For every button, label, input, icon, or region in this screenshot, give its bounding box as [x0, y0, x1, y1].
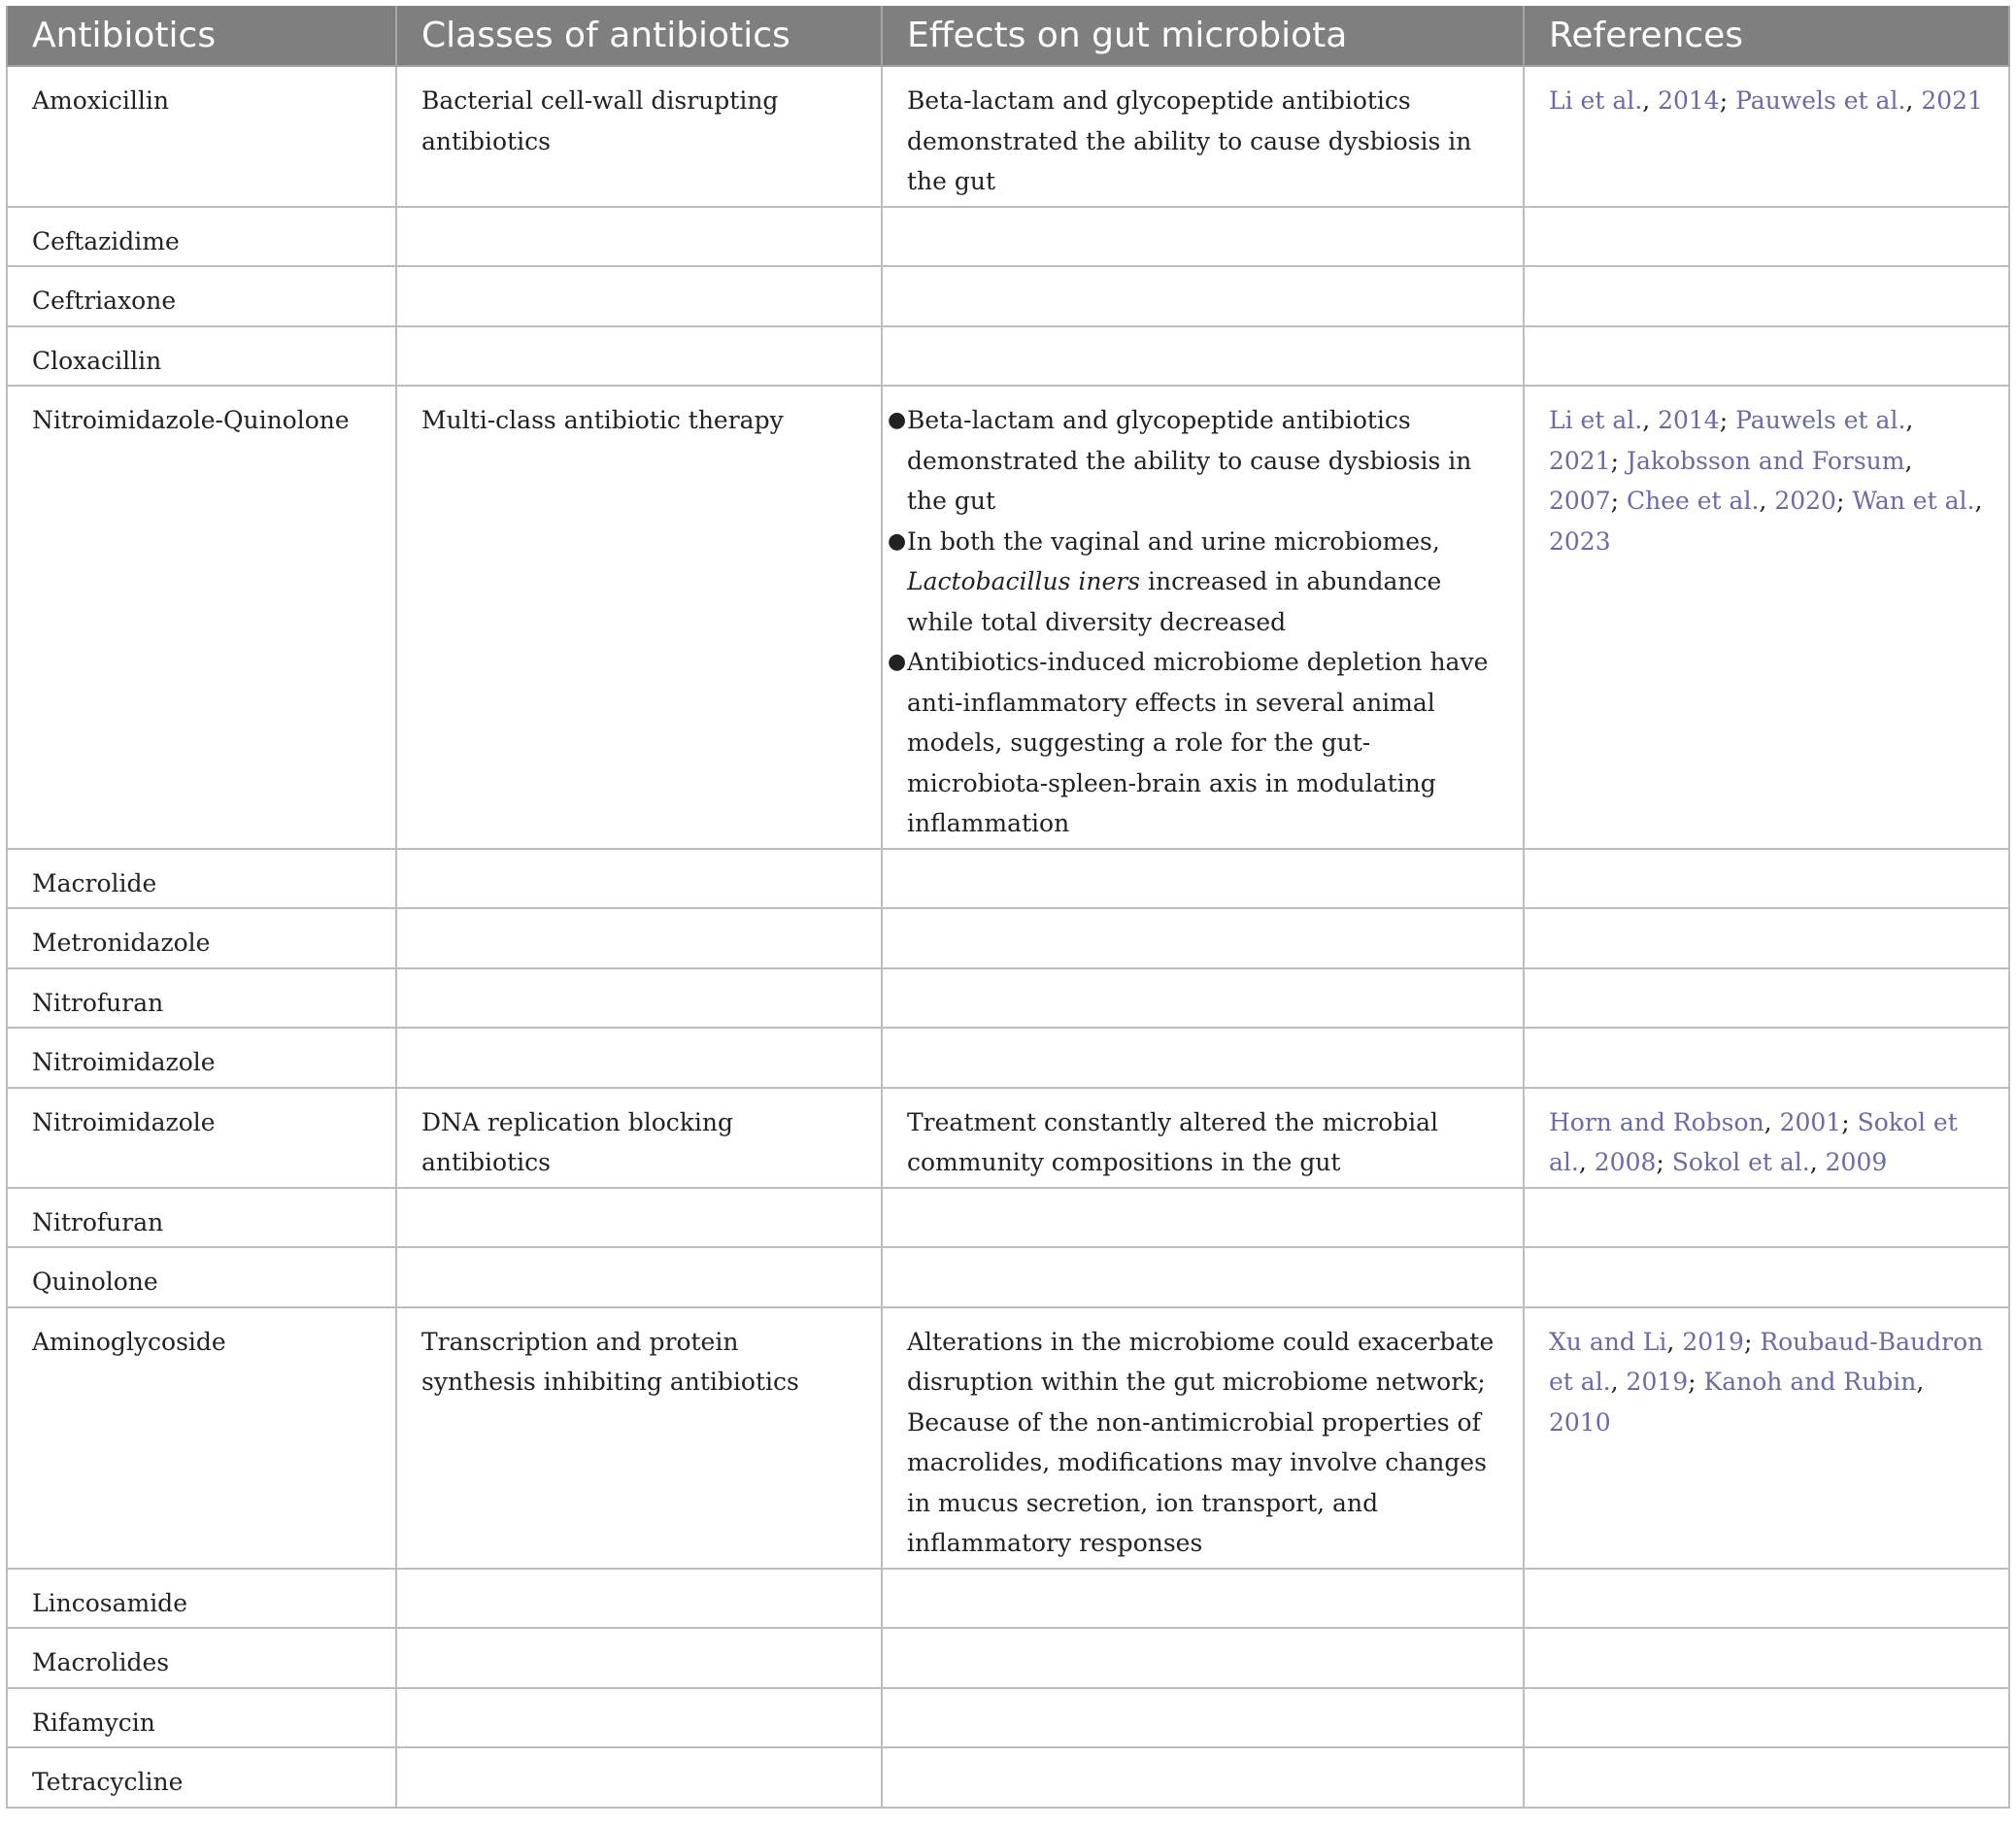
cell-references — [1524, 849, 2009, 909]
table-row — [7, 968, 2009, 1029]
table-row — [7, 1628, 2009, 1688]
reference-link[interactable]: Jakobsson and Forsum — [1627, 446, 1905, 475]
table-row — [7, 1188, 2009, 1248]
cell-antibiotic: Nitroimidazole-Quinolone — [7, 386, 396, 849]
cell-effect — [882, 386, 1524, 849]
cell-effect — [882, 1688, 1524, 1748]
reference-year-link[interactable]: 2008 — [1594, 1148, 1657, 1176]
cell-class: Bacterial cell-wall disrupting antibiotics — [396, 66, 882, 207]
table-header — [7, 6, 2009, 66]
cell-class: DNA replication blocking antibiotics — [396, 1088, 882, 1188]
cell-class — [396, 266, 882, 326]
cell-effect — [882, 207, 1524, 267]
reference-separator: ; — [1688, 1368, 1704, 1396]
table-row — [7, 66, 2009, 207]
reference-year-link[interactable]: 2021 — [1921, 86, 1983, 115]
header-references: References — [1524, 6, 2009, 66]
cell-class — [396, 1747, 882, 1808]
bullet-text: In both the vaginal and urine microbiomes, — [907, 526, 1440, 556]
reference-link[interactable]: Wan et al. — [1852, 487, 1975, 515]
table-row — [7, 1569, 2009, 1629]
cell-effect — [882, 1747, 1524, 1808]
reference-link[interactable]: Chee et al. — [1627, 487, 1760, 515]
cell-class: Multi-class antibiotic therapy — [396, 386, 882, 849]
reference-link[interactable]: Kanoh and Rubin — [1703, 1368, 1917, 1396]
reference-separator: ; — [1610, 487, 1627, 515]
cell-class — [396, 1188, 882, 1248]
bullet-text: Antibiotics-induced microbiome depletion have anti-inflammatory effects in several animal models, suggesting a role for the gut-microbiota-spleen-brain axis in modulating inflammation — [907, 648, 1489, 837]
reference-separator: ; — [1610, 446, 1627, 475]
reference-link[interactable]: Pauwels et al. — [1735, 86, 1906, 115]
antibiotics-table — [6, 6, 2010, 1809]
reference-year-link[interactable]: 2007 — [1549, 487, 1611, 515]
table-row — [7, 908, 2009, 968]
reference-year-link[interactable]: 2010 — [1549, 1407, 1611, 1437]
cell-effect: Beta-lactam and glycopeptide antibiotics demonstrated the ability to cause dysbiosis in the gut — [882, 66, 1524, 207]
table-body — [7, 66, 2009, 1808]
reference-link[interactable]: Sokol et al. — [1671, 1148, 1810, 1176]
cell-class — [396, 1247, 882, 1307]
table-row — [7, 1747, 2009, 1808]
species-name: Lactobacillus iners — [907, 567, 1141, 595]
cell-references: Xu and Li, 2019; Roubaud-Baudron et al., 2019; Kanoh and Rubin, 2010 — [1524, 1307, 2009, 1569]
reference-year-link[interactable]: 2001 — [1779, 1107, 1842, 1136]
cell-references: Li et al., 2014; Pauwels et al., 2021; Jakobsson and Forsum, 2007; Chee et al., 2020; Wan et al., 2023 — [1524, 386, 2009, 849]
cell-class — [396, 968, 882, 1029]
bullet-text: increased in abundance while total diversity decreased — [907, 567, 1442, 636]
table-row — [7, 326, 2009, 387]
cell-effect — [882, 849, 1524, 909]
reference-separator: ; — [1743, 1327, 1761, 1356]
cell-antibiotic: Amoxicillin — [7, 66, 396, 207]
cell-class — [396, 326, 882, 387]
table-row — [7, 1028, 2009, 1088]
bullet-icon: ● — [888, 408, 907, 432]
cell-antibiotic: Macrolides — [7, 1628, 396, 1688]
header-classes: Classes of antibiotics — [396, 6, 882, 66]
table-row — [7, 1688, 2009, 1748]
cell-effect: Treatment constantly altered the microbial community compositions in the gut — [882, 1088, 1524, 1188]
reference-separator: ; — [1656, 1148, 1672, 1176]
effect-bullet-list — [888, 400, 1498, 844]
reference-year-link[interactable]: 2019 — [1626, 1368, 1689, 1396]
cell-antibiotic: Macrolide — [7, 849, 396, 909]
cell-references — [1524, 1188, 2009, 1248]
reference-link[interactable]: Xu and Li — [1549, 1327, 1667, 1356]
table-row — [7, 849, 2009, 909]
header-effects: Effects on gut microbiota — [882, 6, 1524, 66]
effect-bullet-item — [888, 522, 1498, 643]
cell-references — [1524, 1028, 2009, 1088]
table-row — [7, 1307, 2009, 1569]
reference-separator: ; — [1841, 1107, 1858, 1136]
cell-references: Horn and Robson, 2001; Sokol et al., 2008; Sokol et al., 2009 — [1524, 1088, 2009, 1188]
reference-separator: ; — [1719, 406, 1736, 434]
cell-antibiotic: Nitrofuran — [7, 968, 396, 1029]
cell-references — [1524, 1569, 2009, 1629]
cell-references: Li et al., 2014; Pauwels et al., 2021 — [1524, 66, 2009, 207]
cell-effect — [882, 1028, 1524, 1088]
header-row — [7, 6, 2009, 66]
cell-class — [396, 1569, 882, 1629]
reference-year-link[interactable]: 2021 — [1549, 446, 1611, 475]
cell-effect — [882, 326, 1524, 387]
cell-antibiotic: Nitrofuran — [7, 1188, 396, 1248]
bullet-text: Beta-lactam and glycopeptide antibiotics demonstrated the ability to cause dysbiosis in the gut — [907, 406, 1472, 515]
reference-link[interactable]: Roubaud-Baudron et al. — [1549, 1327, 1984, 1396]
cell-effect — [882, 1247, 1524, 1307]
bullet-icon: ● — [888, 528, 907, 554]
cell-references — [1524, 207, 2009, 267]
cell-effect — [882, 968, 1524, 1029]
cell-class — [396, 908, 882, 968]
reference-link[interactable]: Pauwels et al. — [1735, 406, 1906, 434]
reference-link[interactable]: Sokol et al. — [1549, 1107, 1958, 1176]
reference-year-link[interactable]: 2020 — [1774, 487, 1836, 515]
effect-bullet-item — [888, 400, 1498, 522]
cell-antibiotic: Lincosamide — [7, 1569, 396, 1629]
cell-effect — [882, 1188, 1524, 1248]
table-row — [7, 1088, 2009, 1188]
cell-references — [1524, 326, 2009, 387]
cell-antibiotic: Aminoglycoside — [7, 1307, 396, 1569]
cell-class — [396, 207, 882, 267]
cell-effect — [882, 1628, 1524, 1688]
cell-antibiotic: Ceftazidime — [7, 207, 396, 267]
cell-antibiotic: Cloxacillin — [7, 326, 396, 387]
cell-references — [1524, 1247, 2009, 1307]
cell-effect: Alterations in the microbiome could exacerbate disruption within the gut microbiome network; Because of the non-antimicrobial properties of macrolides, modifications may involve changes in mucus secretion, ion transport, and inflammatory responses — [882, 1307, 1524, 1569]
cell-references — [1524, 1688, 2009, 1748]
cell-references — [1524, 1747, 2009, 1808]
cell-references — [1524, 908, 2009, 968]
cell-class — [396, 1028, 882, 1088]
cell-effect — [882, 908, 1524, 968]
reference-link[interactable]: Horn and Robson — [1549, 1107, 1764, 1136]
reference-year-link[interactable]: 2019 — [1682, 1327, 1744, 1356]
cell-effect — [882, 266, 1524, 326]
reference-year-link[interactable]: 2023 — [1549, 526, 1611, 556]
reference-separator: ; — [1719, 86, 1736, 115]
reference-year-link[interactable]: 2014 — [1658, 86, 1720, 115]
cell-antibiotic: Tetracycline — [7, 1747, 396, 1808]
cell-class — [396, 849, 882, 909]
reference-year-link[interactable]: 2009 — [1825, 1148, 1888, 1176]
cell-antibiotic: Nitroimidazole — [7, 1028, 396, 1088]
bullet-icon: ● — [888, 650, 907, 674]
cell-antibiotic: Nitroimidazole — [7, 1088, 396, 1188]
cell-references — [1524, 266, 2009, 326]
cell-effect — [882, 1569, 1524, 1629]
reference-link[interactable]: Li et al. — [1549, 406, 1643, 434]
cell-references — [1524, 968, 2009, 1029]
cell-antibiotic: Quinolone — [7, 1247, 396, 1307]
reference-link[interactable]: Li et al. — [1549, 86, 1643, 115]
table-row — [7, 1247, 2009, 1307]
cell-class — [396, 1628, 882, 1688]
table-row — [7, 207, 2009, 267]
table-row — [7, 266, 2009, 326]
cell-antibiotic: Ceftriaxone — [7, 266, 396, 326]
header-antibiotics: Antibiotics — [7, 6, 396, 66]
reference-year-link[interactable]: 2014 — [1658, 406, 1720, 434]
cell-references — [1524, 1628, 2009, 1688]
reference-separator: ; — [1835, 487, 1853, 515]
cell-class — [396, 1688, 882, 1748]
table-row — [7, 386, 2009, 849]
cell-antibiotic: Rifamycin — [7, 1688, 396, 1748]
effect-bullet-item — [888, 642, 1498, 844]
cell-class: Transcription and protein synthesis inhibiting antibiotics — [396, 1307, 882, 1569]
cell-antibiotic: Metronidazole — [7, 908, 396, 968]
